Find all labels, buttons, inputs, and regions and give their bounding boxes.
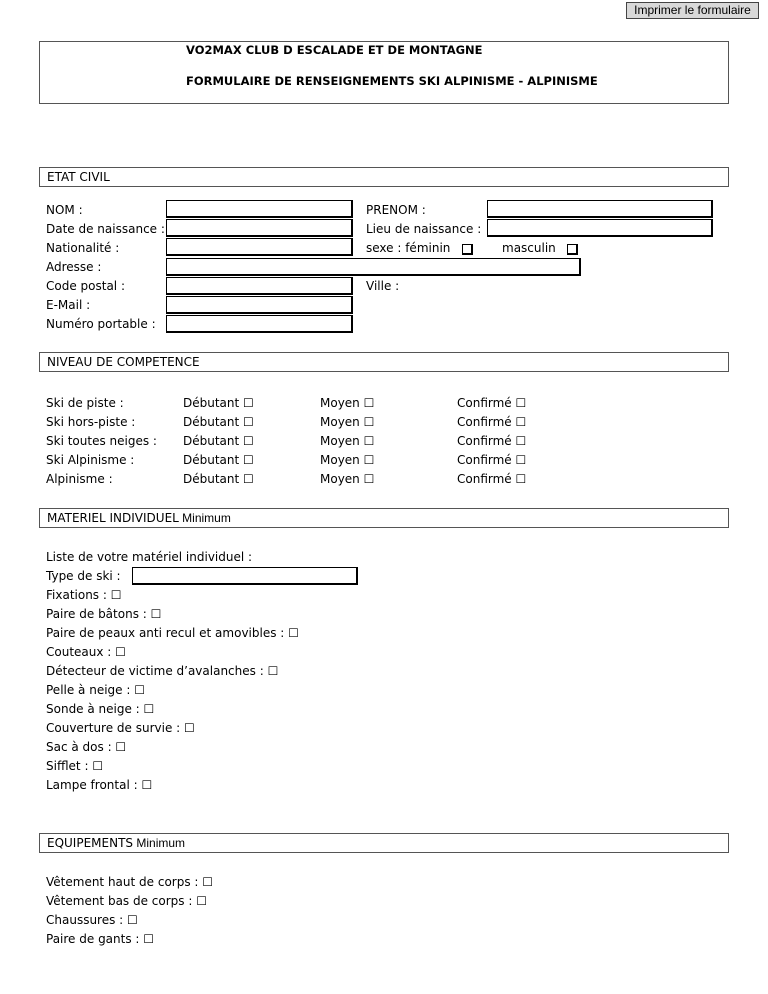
materiel-item[interactable]: Couverture de survie : ☐ [46, 721, 195, 735]
section-title: ETAT CIVIL [47, 170, 110, 184]
lieu-naissance-field[interactable] [487, 219, 713, 237]
section-title-suffix: Minimum [133, 836, 186, 850]
moyen-option[interactable]: Moyen ☐ [320, 415, 375, 429]
confirme-option[interactable]: Confirmé ☐ [457, 396, 527, 410]
equipement-item[interactable]: Chaussures : ☐ [46, 913, 138, 927]
confirme-option[interactable]: Confirmé ☐ [457, 434, 527, 448]
nom-field[interactable] [166, 200, 353, 218]
materiel-item[interactable]: Paire de peaux anti recul et amovibles : ☐ [46, 626, 299, 640]
adresse-label: Adresse : [46, 260, 102, 274]
adresse-field[interactable] [166, 258, 581, 276]
type-ski-label: Type de ski : [46, 569, 121, 583]
email-label: E-Mail : [46, 298, 91, 312]
section-equipements [39, 833, 729, 853]
nom-label: NOM : [46, 203, 83, 217]
masculin-checkbox[interactable] [567, 244, 578, 255]
feminin-checkbox[interactable] [462, 244, 473, 255]
materiel-item[interactable]: Fixations : ☐ [46, 588, 122, 602]
discipline-label: Ski Alpinisme : [46, 453, 135, 467]
prenom-field[interactable] [487, 200, 713, 218]
date-naissance-label: Date de naissance : [46, 222, 165, 236]
discipline-label: Alpinisme : [46, 472, 113, 486]
prenom-label: PRENOM : [366, 203, 426, 217]
materiel-item[interactable]: Paire de bâtons : ☐ [46, 607, 162, 621]
materiel-item[interactable]: Détecteur de victime d’avalanches : ☐ [46, 664, 279, 678]
confirme-option[interactable]: Confirmé ☐ [457, 453, 527, 467]
moyen-option[interactable]: Moyen ☐ [320, 472, 375, 486]
confirme-option[interactable]: Confirmé ☐ [457, 472, 527, 486]
code-postal-label: Code postal : [46, 279, 125, 293]
section-title: MATERIEL INDIVIDUEL [47, 511, 179, 525]
section-title: NIVEAU DE COMPETENCE [47, 355, 200, 369]
confirme-option[interactable]: Confirmé ☐ [457, 415, 527, 429]
materiel-intro: Liste de votre matériel individuel : [46, 550, 253, 564]
lieu-naissance-label: Lieu de naissance : [366, 222, 482, 236]
section-title-suffix: Minimum [178, 511, 231, 525]
masculin-label: masculin [502, 241, 556, 255]
equipement-item[interactable]: Vêtement haut de corps : ☐ [46, 875, 214, 889]
ville-label: Ville : [366, 279, 400, 293]
discipline-label: Ski hors-piste : [46, 415, 136, 429]
sexe-feminin-label: sexe : féminin [366, 241, 451, 255]
moyen-option[interactable]: Moyen ☐ [320, 453, 375, 467]
section-competence [39, 352, 729, 372]
portable-label: Numéro portable : [46, 317, 156, 331]
moyen-option[interactable]: Moyen ☐ [320, 396, 375, 410]
debutant-option[interactable]: Débutant ☐ [183, 472, 254, 486]
print-form-button[interactable]: Imprimer le formulaire [626, 2, 759, 19]
materiel-item[interactable]: Sonde à neige : ☐ [46, 702, 155, 716]
nationalite-label: Nationalité : [46, 241, 120, 255]
nationalite-field[interactable] [166, 238, 353, 256]
email-field[interactable] [166, 296, 353, 314]
form-header [39, 41, 729, 104]
club-title: VO2MAX CLUB D ESCALADE ET DE MONTAGNE [186, 43, 483, 57]
date-naissance-field[interactable] [166, 219, 353, 237]
type-ski-field[interactable] [132, 567, 358, 585]
section-etat-civil [39, 167, 729, 187]
form-title: FORMULAIRE DE RENSEIGNEMENTS SKI ALPINISME - ALPINISME [186, 74, 598, 88]
section-materiel [39, 508, 729, 528]
code-postal-field[interactable] [166, 277, 353, 295]
discipline-label: Ski toutes neiges : [46, 434, 157, 448]
debutant-option[interactable]: Débutant ☐ [183, 434, 254, 448]
equipement-item[interactable]: Paire de gants : ☐ [46, 932, 155, 946]
portable-field[interactable] [166, 315, 353, 333]
materiel-item[interactable]: Sac à dos : ☐ [46, 740, 127, 754]
section-title: EQUIPEMENTS [47, 836, 134, 850]
moyen-option[interactable]: Moyen ☐ [320, 434, 375, 448]
materiel-item[interactable]: Sifflet : ☐ [46, 759, 104, 773]
discipline-label: Ski de piste : [46, 396, 124, 410]
materiel-item[interactable]: Couteaux : ☐ [46, 645, 126, 659]
equipement-item[interactable]: Vêtement bas de corps : ☐ [46, 894, 207, 908]
materiel-item[interactable]: Pelle à neige : ☐ [46, 683, 145, 697]
debutant-option[interactable]: Débutant ☐ [183, 415, 254, 429]
debutant-option[interactable]: Débutant ☐ [183, 396, 254, 410]
materiel-item[interactable]: Lampe frontal : ☐ [46, 778, 153, 792]
debutant-option[interactable]: Débutant ☐ [183, 453, 254, 467]
